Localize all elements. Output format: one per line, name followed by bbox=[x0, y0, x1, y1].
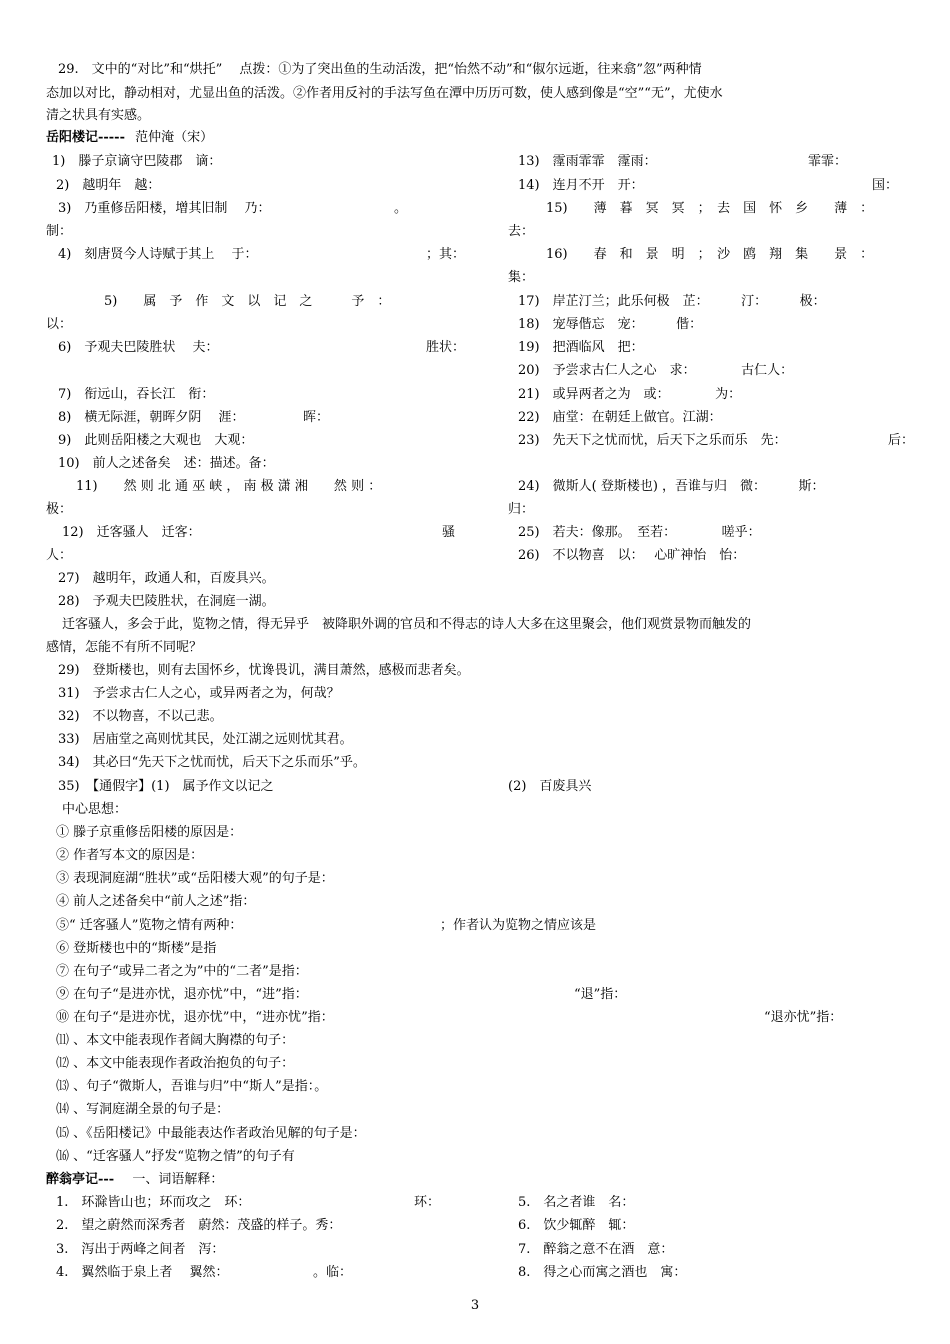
vocab-item-19: 19) 把酒临风 把： bbox=[518, 340, 644, 355]
question-10-b: “退亦忧”指： bbox=[764, 1010, 843, 1025]
zwt-item-2: 2. 望之蔚然而深秀者 蔚然：茂盛的样子。秀： bbox=[56, 1218, 342, 1233]
vocab-item-26: 26) 不以物喜 以： 心旷神怡 怡： bbox=[518, 548, 746, 563]
zwt-item-4: 4. 翼然临于泉上者 翼然： 。临： bbox=[56, 1265, 353, 1280]
vocab-item-12-b: 骚 bbox=[442, 525, 456, 540]
sentence-33: 33) 居庙堂之高则忧其民，处江湖之远则忧其君。 bbox=[58, 732, 353, 747]
question-9: ⑨ 在句子“是进亦忧，退亦忧”中，“进”指： bbox=[56, 987, 308, 1002]
zwt-item-7: 7. 醉翁之意不在酒 意： bbox=[518, 1242, 674, 1257]
sentence-28-translation-2: 感情，怎能不有所不同呢？ bbox=[46, 640, 203, 655]
question-12: ⑿ 、本文中能表现作者政治抱负的句子： bbox=[56, 1056, 295, 1071]
sentence-34: 34) 其必曰“先天下之忧而忧，后天下之乐而乐”乎。 bbox=[58, 755, 366, 770]
question-11: ⑾ 、本文中能表现作者阔大胸襟的句子： bbox=[56, 1033, 295, 1048]
zwt-item-3: 3. 泻出于两峰之间者 泻： bbox=[56, 1242, 225, 1257]
vocab-item-24-cont: 归： bbox=[508, 502, 535, 517]
question-13: ⒀ 、句子“微斯人，吾谁与归”中“斯人”是指：。 bbox=[56, 1079, 328, 1094]
vocab-item-10: 10) 前人之述备矣 述：描述。备： bbox=[58, 456, 275, 471]
sentence-35-b: (2) 百废具兴 bbox=[508, 779, 592, 794]
vocab-item-4: 4) 刻唐贤今人诗赋于其上 于： bbox=[58, 247, 258, 262]
sentence-35: 35) 【通假字】(1) 属予作文以记之 bbox=[58, 779, 274, 794]
vocab-item-16-cont: 集： bbox=[508, 270, 535, 285]
vocab-item-23: 23) 先天下之忧而忧，后天下之乐而乐 先： bbox=[518, 433, 787, 448]
zwt-item-5: 5. 名之者谁 名： bbox=[518, 1195, 635, 1210]
vocab-item-6-b: 胜状： bbox=[426, 340, 466, 355]
sentence-28: 28) 予观夫巴陵胜状，在洞庭一湖。 bbox=[58, 594, 275, 609]
vocab-item-8: 8) 横无际涯，朝晖夕阴 涯： 晖： bbox=[58, 410, 329, 425]
vocab-item-9: 9) 此则岳阳楼之大观也 大观： bbox=[58, 433, 254, 448]
vocab-item-11: 11) 然 则 北 通 巫 峡 ， 南 极 潇 湘 然 则 ： bbox=[76, 479, 382, 494]
question-4: ④ 前人之述备矣中“前人之述”指： bbox=[56, 894, 256, 909]
question-16: ⒃ 、“迁客骚人”抒发“览物之情”的句子有 bbox=[56, 1149, 295, 1164]
vocab-item-4-b: ；其： bbox=[426, 247, 466, 262]
section-subtitle: 一、词语解释： bbox=[132, 1172, 224, 1187]
zwt-item-8: 8. 得之心而寓之酒也 寓： bbox=[518, 1265, 687, 1280]
vocab-item-5-cont: 以： bbox=[46, 317, 73, 332]
zwt-item-1-b: 环： bbox=[414, 1195, 441, 1210]
vocab-item-25: 25) 若夫：像那。 至若： 嗟乎： bbox=[518, 525, 761, 540]
zwt-item-1: 1. 环滁皆山也；环而攻之 环： bbox=[56, 1195, 251, 1210]
section-title-yueyanglou bbox=[46, 128, 213, 148]
vocab-item-16: 16) 春 和 景 明 ； 沙 鸥 翔 集 景 ： bbox=[546, 247, 874, 262]
vocab-item-22: 22) 庙堂：在朝廷上做官。江湖： bbox=[518, 410, 722, 425]
sentence-29: 29) 登斯楼也，则有去国怀乡，忧谗畏讥，满目萧然，感极而悲者矣。 bbox=[58, 663, 470, 678]
vocab-item-24: 24) 微斯人( 登斯楼也) ，吾谁与归 微： 斯： bbox=[518, 479, 825, 494]
vocab-item-23-b: 后： bbox=[888, 433, 915, 448]
vocab-item-7: 7) 衔远山，吞长江 衔： bbox=[58, 387, 215, 402]
vocab-item-3: 3) 乃重修岳阳楼，增其旧制 乃： 。 bbox=[58, 201, 407, 216]
sentence-32: 32) 不以物喜，不以己悲。 bbox=[58, 709, 223, 724]
question-9-b: “退”指： bbox=[574, 987, 627, 1002]
vocab-item-12: 12) 迁客骚人 迁客： bbox=[62, 525, 201, 540]
question-5: ⑤“ 迁客骚人”览物之情有两种： bbox=[56, 918, 243, 933]
vocab-item-13: 13) 霪雨霏霏 霪雨： bbox=[518, 154, 657, 169]
section-title-text: 醉翁亭记--- bbox=[46, 1172, 115, 1187]
vocab-item-13-b: 霏霏： bbox=[808, 154, 848, 169]
vocab-item-21: 21) 或异两者之为 或： 为： bbox=[518, 387, 742, 402]
vocab-item-5: 5) 属 予 作 文 以 记 之 予 ： bbox=[104, 294, 391, 309]
question-1: ① 滕子京重修岳阳楼的原因是： bbox=[56, 825, 243, 840]
section-title-text: 岳阳楼记----- bbox=[46, 130, 125, 145]
vocab-item-15-cont: 去： bbox=[508, 224, 535, 239]
page-number: 3 bbox=[470, 1298, 480, 1313]
p29-line-1: 29. 文中的“对比”和“烘托” 点拨：①为了突出鱼的生动活泼，把“怡然不动”和“俶尔远逝，往来翕”忽”两种情 bbox=[58, 62, 702, 77]
question-6: ⑥ 登斯楼也中的“斯楼”是指 bbox=[56, 941, 217, 956]
vocab-item-6: 6) 予观夫巴陵胜状 夫： bbox=[58, 340, 219, 355]
p29-line-2: 态加以对比，静动相对，尤显出鱼的活泼。②作者用反衬的手法写鱼在潭中历历可数，使人感到像是“空”“无”，尤使水 bbox=[46, 86, 723, 101]
sentence-27: 27) 越明年，政通人和，百废具兴。 bbox=[58, 571, 275, 586]
vocab-item-12-cont: 人： bbox=[46, 548, 73, 563]
vocab-item-17: 17) 岸芷汀兰；此乐何极 芷： 汀： 极： bbox=[518, 294, 826, 309]
question-5-b: ；作者认为览物之情应该是 bbox=[440, 918, 597, 933]
sentence-31: 31) 予尝求古仁人之心，或异两者之为，何哉？ bbox=[58, 686, 340, 701]
zwt-item-6: 6. 饮少辄醉 辄： bbox=[518, 1218, 635, 1233]
vocab-item-15: 15) 薄 暮 冥 冥 ； 去 国 怀 乡 薄 ： bbox=[546, 201, 874, 216]
vocab-item-2: 2) 越明年 越： bbox=[56, 178, 161, 193]
section-title-zuiwengting bbox=[46, 1170, 223, 1190]
question-14: ⒁ 、写洞庭湖全景的句子是： bbox=[56, 1102, 230, 1117]
vocab-item-14: 14) 连月不开 开： bbox=[518, 178, 644, 193]
vocab-item-18: 18) 宠辱偕忘 宠： 偕： bbox=[518, 317, 703, 332]
vocab-item-14-b: 国： bbox=[872, 178, 899, 193]
vocab-item-20: 20) 予尝求古仁人之心 求： 古仁人： bbox=[518, 363, 794, 378]
p29-line-3: 清之状具有实感。 bbox=[46, 108, 151, 123]
question-7: ⑦ 在句子“或异二者之为”中的“二者”是指： bbox=[56, 964, 308, 979]
vocab-item-1: 1) 滕子京谪守巴陵郡 谪： bbox=[52, 154, 222, 169]
vocab-item-3-cont: 制： bbox=[46, 224, 73, 239]
question-2: ② 作者写本文的原因是： bbox=[56, 848, 204, 863]
question-15: ⒂ 、《岳阳楼记》中最能表达作者政治见解的句子是： bbox=[56, 1126, 366, 1141]
central-idea-title: 中心思想： bbox=[62, 802, 128, 817]
question-10: ⑩ 在句子“是进亦忧，退亦忧”中，“进亦忧”指： bbox=[56, 1010, 334, 1025]
vocab-item-11-cont: 极： bbox=[46, 502, 73, 517]
question-3: ③ 表现洞庭湖“胜状”或“岳阳楼大观”的句子是： bbox=[56, 871, 334, 886]
sentence-28-translation-1: 迁客骚人，多会于此，览物之情，得无异乎 被降职外调的官员和不得志的诗人大多在这里聚会，他们观赏景物而触发的 bbox=[62, 617, 752, 632]
section-author: 范仲淹（宋） bbox=[135, 130, 214, 145]
